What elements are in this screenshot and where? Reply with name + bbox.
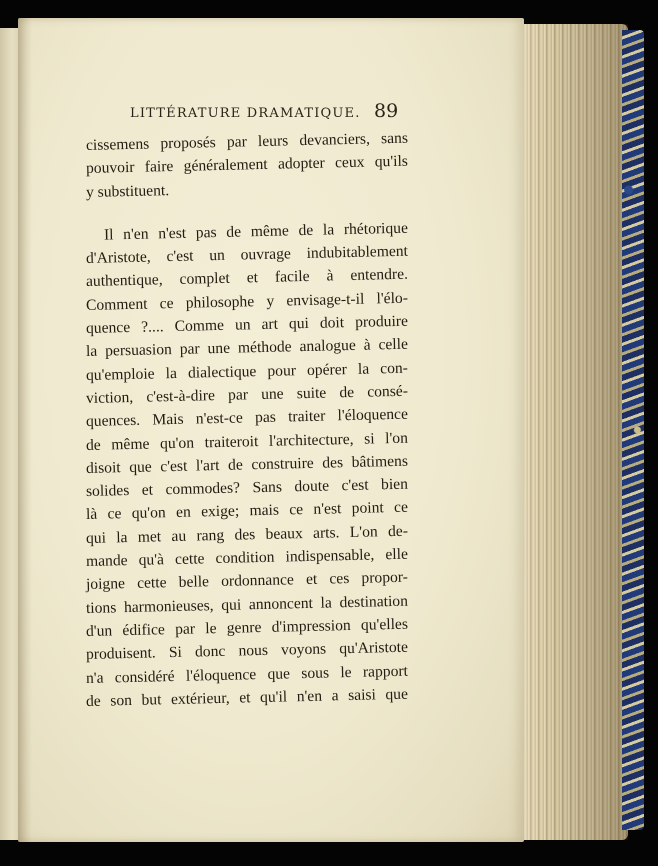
text-line: là ce qu'on en exige; mais ce n'est point ce: [85, 499, 409, 524]
text-line: mande qu'à cette condition indispensable, elle: [85, 545, 409, 571]
text-line: quence ?.... Comme un art qui doit produire: [85, 312, 409, 338]
text-line: la persuasion par une méthode analogue à celle: [85, 336, 409, 361]
text-line: qui la met au rang des beaux arts. L'on de-: [85, 522, 409, 547]
page-number: 89: [374, 100, 399, 122]
text-line: pouvoir faire généralement adopter ceux qu'ils: [85, 152, 409, 178]
marbled-cover-edge: [622, 30, 644, 830]
text-line: quences. Mais n'est-ce pas traiter l'éloquence: [85, 405, 409, 431]
text-line: solides et commodes? Sans doute c'est bien: [85, 475, 409, 501]
page-block-edges: [512, 24, 628, 840]
text-line: d'Aristote, c'est un ouvrage indubitablement: [85, 242, 409, 268]
text-line: de son but extérieur, et qu'il n'en a saisi que: [85, 685, 409, 710]
text-line: n'a considéré l'éloquence que sous le rapport: [85, 662, 409, 687]
text-line: qu'emploie la dialectique pour opérer la con-: [85, 359, 409, 384]
page-body-text: [85, 129, 409, 713]
text-line: viction, c'est-à-dire par une suite de consé-: [85, 382, 409, 407]
text-line: disoit que c'est l'art de construire des bâtimens: [85, 452, 409, 477]
text-line: y substituent.: [85, 181, 170, 201]
text-line: cissemens proposés par leurs devanciers, sans: [85, 129, 409, 154]
text-line: Comment ce philosophe y envisage-t-il l'élo-: [85, 289, 409, 314]
text-line: authentique, complet et facile à entendre.: [85, 266, 409, 291]
text-line: produisent. Si donc nous voyons qu'Aristote: [85, 638, 409, 664]
text-line: Il n'en n'est pas de même de la rhétorique: [103, 219, 409, 244]
gutter-shadow: [18, 18, 32, 842]
text-line: de même qu'on traiteroit l'architecture, si l'on: [85, 429, 409, 454]
running-header: LITTÉRATURE DRAMATIQUE.: [130, 106, 361, 121]
text-line: joigne cette belle ordonnance et ces propor-: [85, 569, 409, 594]
text-line: d'un édifice par le genre d'impression qu'elles: [85, 615, 409, 640]
text-line: tions harmonieuses, qui annoncent la destination: [85, 592, 409, 617]
